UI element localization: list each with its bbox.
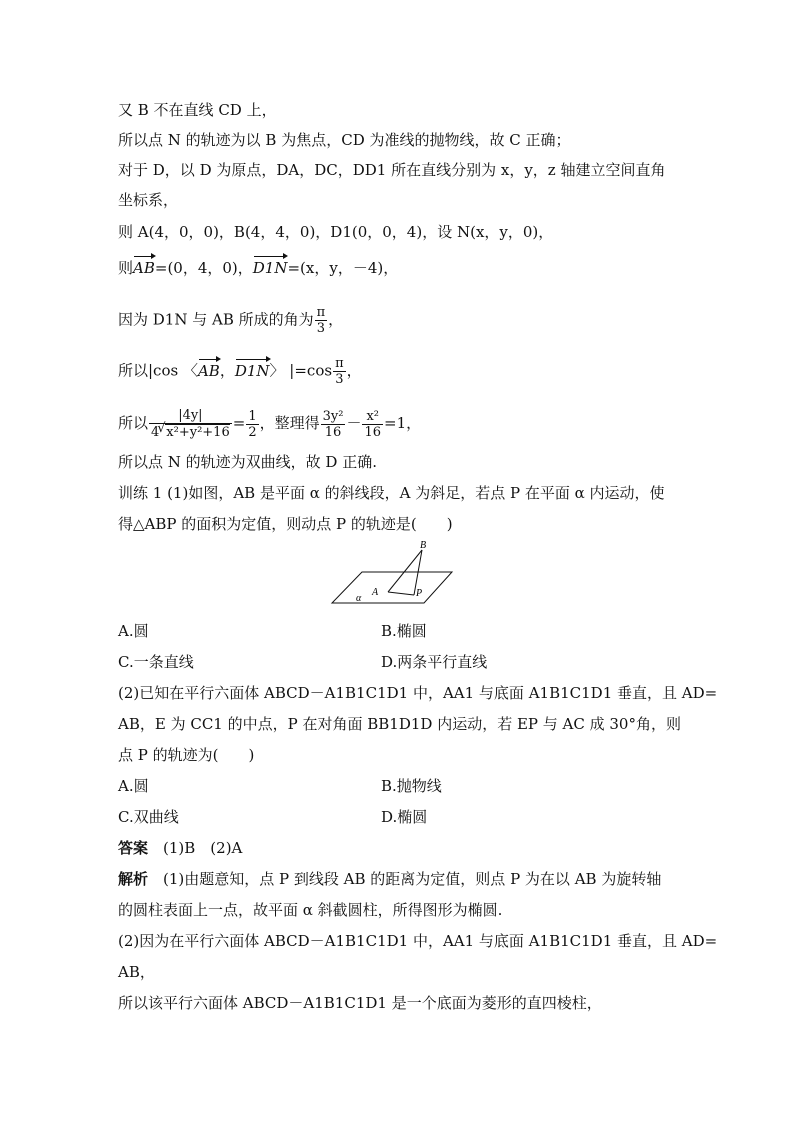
text-fragment: =(0，4，0)， <box>154 259 253 277</box>
fraction-denominator: 2 <box>248 424 257 440</box>
text-line: (2)因为在平行六面体 ABCD－A1B1C1D1 中，AA1 与底面 A1B1C1D1 垂直，且 AD= <box>118 932 718 950</box>
text-line: 所以点 N 的轨迹为双曲线，故 D 正确. <box>118 453 377 471</box>
vector-ab: AB <box>197 361 220 380</box>
text-line: 得△ABP 的面积为定值，则动点 P 的轨迹是( ) <box>118 515 453 533</box>
vector-d1n: D1N <box>234 361 270 380</box>
fraction-numerator: π <box>316 305 326 320</box>
vector-equation-line <box>118 258 398 278</box>
label-alpha: α <box>356 593 362 604</box>
fraction-numerator: |4y| <box>149 408 232 424</box>
text-line: 的圆柱表面上一点，故平面 α 斜截圆柱，所得图形为椭圆. <box>118 901 503 919</box>
fraction-numerator: π <box>335 356 344 371</box>
segment-ab <box>388 550 422 592</box>
option-d: D.两条平行直线 <box>381 653 488 671</box>
fraction-denominator: 4√ x²+y²+16 <box>149 424 232 440</box>
analysis-label: 解析 <box>118 870 149 888</box>
option-a: A.圆 <box>118 622 149 640</box>
text-line: 所以点 N 的轨迹为以 B 为焦点，CD 为准线的抛物线，故 C 正确； <box>118 131 571 149</box>
fraction-pi-3 <box>333 356 346 387</box>
fraction-x2-16 <box>362 409 383 440</box>
fraction-numerator: x² <box>362 409 383 425</box>
text-fragment: 〉 |=cos <box>269 361 333 380</box>
option-c: C.双曲线 <box>118 808 179 826</box>
text-line: 所以该平行六面体 ABCD－A1B1C1D1 是一个底面为菱形的直四棱柱， <box>118 994 602 1012</box>
equation-line: 所以 $\frac{|4y|}{\text{4√ x²+y²+16}}$ = $\frac{1}{2}$ ，整理得 $\frac{\text{3y²}}{16}$ － $\frac{\text{x²}}{16}$ =1， <box>118 408 421 440</box>
fraction-4y <box>149 408 232 440</box>
text-fragment: 所以 <box>118 414 149 432</box>
text-line: 训练 1 (1)如图，AB 是平面 α 的斜线段，A 为斜足，若点 P 在平面 α 内运动，使 <box>118 484 665 502</box>
analysis-line <box>118 869 661 889</box>
text-line: (2)已知在平行六面体 ABCD－A1B1C1D1 中，AA1 与底面 A1B1C1D1 垂直，且 AD= <box>118 684 718 702</box>
text-line: 坐标系， <box>118 191 179 209</box>
text-line: AB，E 为 CC1 的中点，P 在对角面 BB1D1D 内运动，若 EP 与 AC 成 30°角，则 <box>118 715 681 733</box>
segment-ap <box>388 592 414 595</box>
text-line: 又 B 不在直线 CD 上， <box>118 101 277 119</box>
text-fragment: 所以|cos 〈 <box>118 361 198 380</box>
option-d: D.椭圆 <box>381 808 428 826</box>
text-line: AB， <box>118 963 155 981</box>
vector-d1n: D1N <box>252 259 288 277</box>
fraction-denominator: 3 <box>316 321 326 336</box>
sqrt-expression: √ x²+y²+16 <box>165 424 229 440</box>
plane-figure <box>330 540 460 608</box>
angle-line: 因为 D1N 与 AB 所成的角为 $\frac{\pi}{3}$ ， <box>118 305 344 336</box>
text-fragment: 因为 D1N 与 AB 所成的角为 <box>118 310 314 329</box>
answer-label: 答案 <box>118 839 149 857</box>
label-a: A <box>372 587 379 598</box>
text-line: 则 A(4，0，0)，B(4，4，0)，D1(0，0，4)，设 N(x，y，0)， <box>118 223 554 241</box>
text-fragment: (1)由题意知，点 P 到线段 AB 的距离为定值，则点 P 为在以 AB 为旋转轴 <box>163 870 662 888</box>
vector-ab: AB <box>133 259 155 277</box>
option-c: C.一条直线 <box>118 653 194 671</box>
option-b: B.抛物线 <box>381 777 442 795</box>
cos-line: 所以|cos 〈AB，D1N〉 |=cos $\frac{\pi}{3}$ ， <box>118 356 362 387</box>
label-p: P <box>416 588 423 599</box>
option-a: A.圆 <box>118 777 149 795</box>
label-b: B <box>420 540 427 551</box>
fraction-3y2-16 <box>321 409 346 440</box>
fraction-denominator: 3 <box>335 372 344 387</box>
text-fragment: ，整理得 <box>259 414 320 432</box>
text-line: 点 P 的轨迹为( ) <box>118 746 255 764</box>
text-fragment: 则 <box>118 259 134 277</box>
fraction-1-2 <box>246 409 258 440</box>
fraction-denominator: 16 <box>364 424 381 440</box>
fraction-numerator: 1 <box>248 408 257 424</box>
fraction-denominator: 16 <box>324 424 342 440</box>
answer-text: (1)B (2)A <box>163 839 243 857</box>
option-b: B.椭圆 <box>381 622 427 640</box>
fraction-numerator: 3y² <box>322 408 344 424</box>
fraction-pi-3 <box>315 305 328 336</box>
answer-line <box>118 838 242 858</box>
text-line: 对于 D，以 D 为原点，DA，DC，DD1 所在直线分别为 x，y，z 轴建立空间直角 <box>118 161 666 179</box>
text-fragment: =(x，y，－4)， <box>287 259 399 277</box>
